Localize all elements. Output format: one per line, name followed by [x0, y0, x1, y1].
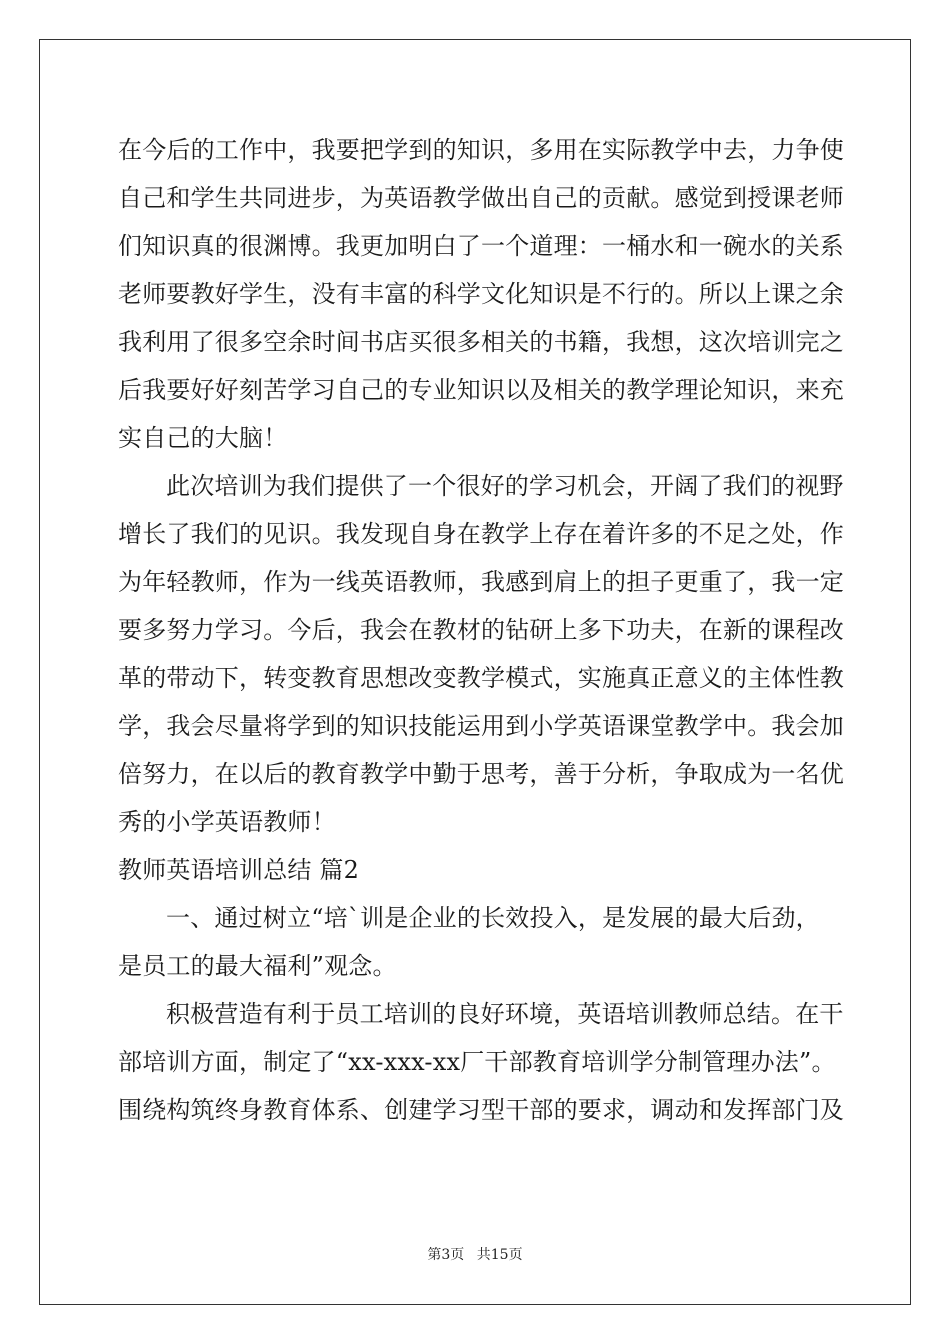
page-total: 共15页: [476, 1247, 523, 1263]
text-line: 是员工的最大福利”观念。: [118, 952, 397, 980]
text-line: 要多努力学习。今后，我会在教材的钻研上多下功夫，在新的课程改: [118, 616, 844, 644]
text-line: 学，我会尽量将学到的知识技能运用到小学英语课堂教学中。我会加: [118, 712, 844, 740]
text-line: 们知识真的很渊博。我更加明白了一个道理：一桶水和一碗水的关系: [118, 232, 844, 260]
text-line: 老师要教好学生，没有丰富的科学文化知识是不行的。所以上课之余: [118, 280, 844, 308]
text-line: 倍努力，在以后的教育教学中勤于思考，善于分析，争取成为一名优: [118, 760, 844, 788]
text-line: 后我要好好刻苦学习自己的专业知识以及相关的教学理论知识，来充: [118, 376, 844, 404]
text-line: 革的带动下，转变教育思想改变教学模式，实施真正意义的主体性教: [118, 664, 844, 692]
text-line: 此次培训为我们提供了一个很好的学习机会，开阔了我们的视野: [166, 472, 844, 500]
text-line: 一、通过树立“培`训是企业的长效投入，是发展的最大后劲，: [166, 904, 820, 932]
text-line: 秀的小学英语教师！: [118, 808, 336, 836]
text-line: 为年轻教师，作为一线英语教师，我感到肩上的担子更重了，我一定: [118, 568, 844, 596]
document-body: [118, 126, 844, 1134]
text-line: 围绕构筑终身教育体系、创建学习型干部的要求，调动和发挥部门及: [118, 1096, 844, 1124]
page-footer: [0, 1245, 950, 1265]
text-line: 实自己的大脑！: [118, 424, 288, 452]
text-line: 增长了我们的见识。我发现自身在教学上存在着许多的不足之处，作: [118, 520, 844, 548]
section-heading: 教师英语培训总结 篇2: [118, 856, 360, 884]
text-line: 积极营造有利于员工培训的良好环境，英语培训教师总结。在干: [166, 1000, 844, 1028]
text-line: 部培训方面，制定了“xx-xxx-xx厂干部教育培训学分制管理办法”。: [118, 1048, 836, 1076]
page-number: 第3页: [427, 1247, 465, 1263]
text-line: 自己和学生共同进步，为英语教学做出自己的贡献。感觉到授课老师: [118, 184, 844, 212]
text-line: 我利用了很多空余时间书店买很多相关的书籍，我想，这次培训完之: [118, 328, 844, 356]
text-line: 在今后的工作中，我要把学到的知识，多用在实际教学中去，力争使: [118, 136, 844, 164]
